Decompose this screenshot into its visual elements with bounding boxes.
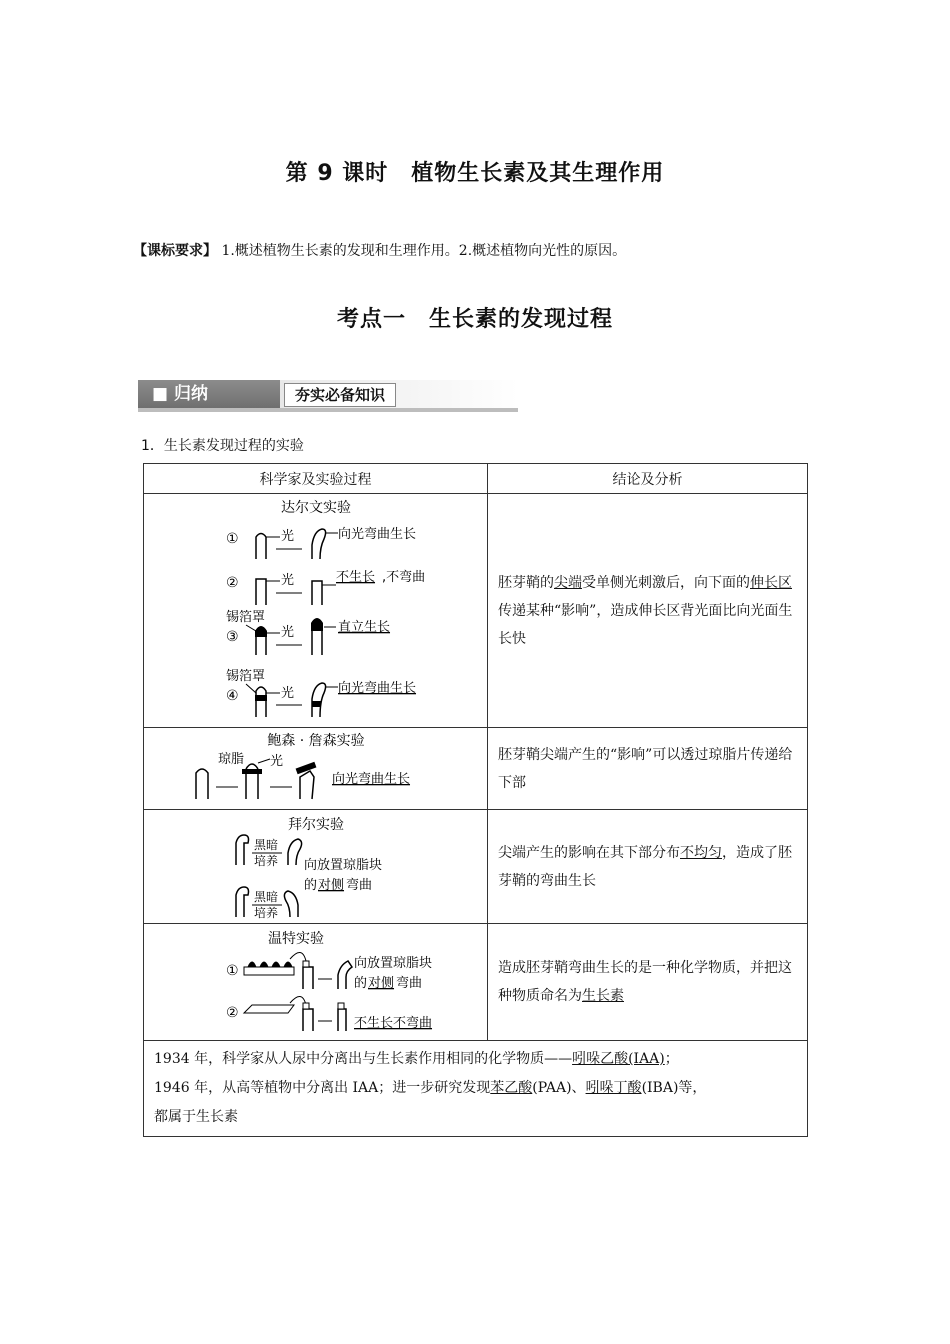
section-banner [138, 380, 518, 412]
agar-block-shape [303, 1003, 309, 1009]
paal-dark-2: 黑暗 [253, 889, 278, 904]
paal-train-2: 培养 [253, 905, 278, 920]
foil-band-shape [255, 695, 267, 701]
darwin-light-1: 光 [280, 528, 294, 544]
discovery-table [143, 463, 808, 1137]
table-row-paal [144, 810, 808, 924]
darwin-light-2: 光 [280, 572, 294, 588]
coleoptile-shape [196, 769, 208, 799]
agar-plate-shape [244, 1005, 294, 1013]
went-diagram-cell [144, 924, 488, 1041]
darwin-num-3: ③ [225, 628, 239, 645]
underlined-term: 吲哚乙酸(IAA) [572, 1051, 665, 1067]
darwin-num-1: ① [225, 530, 239, 547]
went-experiment-diagram [166, 927, 466, 1037]
darwin-result-4: 向光弯曲生长 [337, 680, 416, 696]
agar-plate-shape [244, 967, 294, 975]
section-title: 考点一 生长素的发现过程 [336, 307, 613, 332]
darwin-result-1: 向光弯曲生长 [337, 526, 416, 542]
text-span: 造成胚芽鞘弯曲生长的是一种化学物质，并把这种物质命名为 [498, 960, 792, 1004]
table-row-went [144, 924, 808, 1041]
cut-coleoptile-shape [312, 581, 322, 605]
darwin-foil-label-2: 锡箔罩 [225, 668, 265, 684]
text-span: 受单侧光刺激后，向下面的 [582, 574, 750, 591]
header-process: 科学家及实验过程 [144, 464, 488, 494]
pointer-line [246, 684, 256, 693]
banner-right-label: 夯实必备知识 [284, 383, 396, 407]
page-title: 第 9 课时 植物生长素及其生理作用 [285, 161, 665, 186]
darwin-diagram-cell [144, 494, 488, 728]
went-result-2a: 的 [353, 976, 367, 991]
bent-coleoptile-shape [288, 839, 302, 865]
darwin-light-4: 光 [280, 685, 294, 701]
text-span: 1934 年，科学家从人尿中分离出与生长素作用相同的化学物质—— [154, 1051, 573, 1067]
subsection-heading: 1．生长素发现过程的实验 [141, 438, 304, 454]
requirement-label: 【课标要求】 [133, 243, 217, 259]
text-span: 1946 年，从高等植物中分离出 IAA；进一步研究发现 [154, 1080, 491, 1096]
agar-block-shape [303, 961, 309, 967]
offset-tip-coleoptile-shape [236, 887, 249, 917]
went-title: 温特实验 [267, 931, 324, 947]
darwin-num-4: ④ [225, 687, 239, 704]
text-span: 胚芽鞘的 [498, 574, 554, 591]
went-num-1: ① [225, 963, 239, 979]
text-span: (IBA)等， [641, 1080, 707, 1096]
cut-coleoptile-shape [256, 579, 266, 605]
paal-result-2b: 对侧 [317, 877, 344, 893]
darwin-foil-label-1: 锡箔罩 [225, 609, 265, 625]
banner-underline [138, 408, 518, 412]
table-footer-row [144, 1041, 808, 1137]
went-result-2b: 对侧 [367, 976, 394, 991]
boysen-conclusion: 胚芽鞘尖端产生的“影响”可以透过琼脂片传递给下部 [488, 728, 808, 810]
darwin-result-3: 直立生长 [337, 619, 390, 635]
darwin-result-2: 不生长 [335, 569, 375, 585]
footer-cell [144, 1041, 808, 1137]
offset-tip-coleoptile-shape [236, 835, 249, 865]
went-num-2: ② [225, 1005, 239, 1021]
foil-cap-shape [311, 618, 323, 631]
underlined-term: 尖端 [554, 574, 582, 591]
table-header-row [144, 464, 808, 494]
underlined-term: 苯乙酸 [490, 1080, 533, 1096]
coleoptile-shape [256, 687, 266, 717]
boysen-result: 向光弯曲生长 [331, 771, 410, 787]
agar-block-shape [242, 769, 262, 774]
underlined-term: 生长素 [582, 988, 624, 1004]
darwin-title: 达尔文实验 [280, 499, 351, 516]
course-requirement [133, 240, 626, 260]
paal-result-1: 向放置琼脂块 [303, 857, 382, 873]
table-row-boysen-jensen [144, 728, 808, 810]
boysen-title: 鲍森 · 詹森实验 [266, 732, 365, 749]
paal-diagram-cell [144, 810, 488, 924]
text-span: ，造成了胚芽鞘的弯曲生长 [498, 844, 792, 889]
boysen-diagram-cell [144, 728, 488, 810]
went-result-1: 向放置琼脂块 [353, 956, 432, 971]
banner-left-label: ■ 归纳 [138, 380, 280, 408]
underlined-term: 伸长区 [750, 574, 792, 591]
underlined-term: 不均匀 [680, 844, 722, 861]
pointer-line [246, 625, 256, 631]
tips-on-agar-shape [248, 962, 292, 967]
paal-title: 拜尔实验 [287, 816, 344, 833]
footer-line-3: 都属于生长素 [154, 1109, 238, 1125]
footer-line-1 [154, 1045, 799, 1074]
darwin-num-2: ② [225, 574, 239, 591]
darwin-result-2b: ,不弯曲 [381, 569, 425, 585]
foil-band-shape [312, 701, 321, 707]
darwin-experiment-diagram [166, 497, 466, 725]
cut-coleoptile-shape [246, 773, 258, 799]
cut-coleoptile-shape [338, 1009, 346, 1031]
bent-coleoptile-shape [338, 961, 352, 989]
paal-experiment-diagram [166, 813, 466, 921]
paal-result-2c: 弯曲 [345, 877, 372, 893]
boysen-agar-label: 琼脂 [217, 751, 244, 767]
bent-coleoptile-shape [312, 529, 326, 559]
tip-shape [246, 764, 258, 769]
coleoptile-shape [256, 533, 266, 559]
paal-result-2a: 的 [303, 877, 317, 893]
bent-coleoptile-shape [300, 771, 314, 799]
paal-conclusion [488, 810, 808, 924]
requirement-text: 1.概述植物生长素的发现和生理作用。2.概述植物向光性的原因。 [221, 243, 627, 259]
text-span: 尖端产生的影响在其下部分布 [498, 844, 680, 861]
boysen-light-label: 光 [269, 753, 283, 769]
cut-coleoptile-shape [303, 967, 313, 989]
went-result-2c: 弯曲 [395, 976, 422, 991]
went-result-3: 不生长不弯曲 [353, 1016, 432, 1031]
footer-line-2 [154, 1074, 799, 1103]
header-conclusion: 结论及分析 [488, 464, 808, 494]
bent-coleoptile-shape [312, 683, 326, 717]
light-arrow [258, 759, 270, 763]
text-span: (PAA)、 [532, 1080, 586, 1096]
text-span: ； [664, 1051, 679, 1067]
darwin-light-3: 光 [280, 624, 294, 640]
went-conclusion [488, 924, 808, 1041]
foil-cap-shape [255, 626, 267, 637]
paal-dark-1: 黑暗 [253, 837, 278, 852]
bent-coleoptile-shape [284, 891, 298, 917]
agar-block-shape [338, 1003, 344, 1009]
boysen-experiment-diagram [166, 731, 466, 807]
arrow [290, 952, 306, 961]
table-row-darwin [144, 494, 808, 728]
agar-block-shape [295, 761, 316, 773]
darwin-conclusion [488, 494, 808, 728]
text-span: 传递某种“影响”，造成伸长区背光面比向光面生长快 [498, 602, 793, 647]
cut-coleoptile-shape [303, 1009, 313, 1031]
paal-train-1: 培养 [253, 853, 278, 868]
underlined-term: 吲哚丁酸 [585, 1080, 642, 1096]
